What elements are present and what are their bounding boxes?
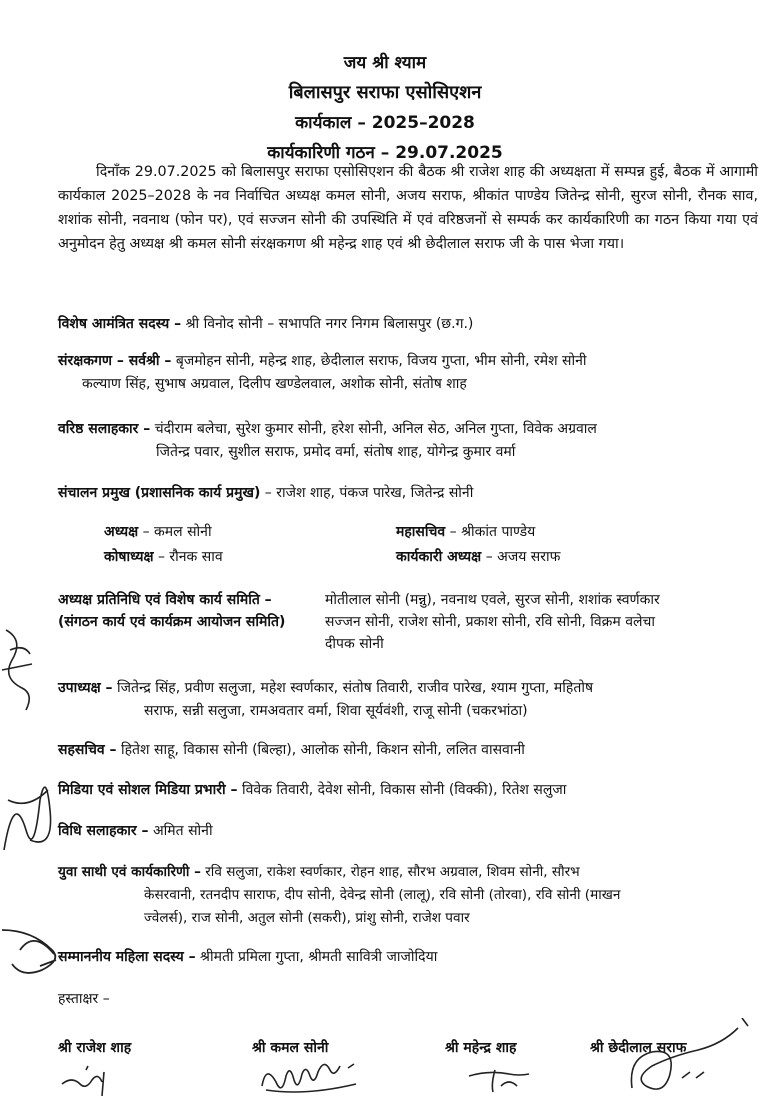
rep-text-2: सज्जन सोनी, राजेश सोनी, प्रकाश सोनी, रवि सोनी, विक्रम वलेचा: [325, 614, 656, 630]
association-name: बिलासपुर सराफा एसोसिएशन: [288, 82, 482, 103]
signature-image-1: [56, 1062, 126, 1096]
signature-heading: हस्ताक्षर –: [58, 991, 110, 1007]
jointsec-section: [58, 739, 758, 762]
advisors-section: [58, 418, 758, 464]
patrons-text-2: कल्याण सिंह, सुभाष अग्रवाल, दिलीप खण्डेलवाल, अशोक सोनी, संतोष शाह: [82, 376, 467, 392]
advisors-label: वरिष्ठ सलाहकार –: [58, 421, 151, 437]
advisors-text-2: जितेन्द्र पवार, सुशील सराफ, प्रमोद वर्मा, संतोष शाह, योगेन्द्र कुमार वर्मा: [156, 444, 516, 460]
legal-label: विधि सलाहकार –: [58, 823, 149, 839]
signatory-name-4: श्री छेदीलाल सराफ: [590, 1040, 687, 1056]
patrons-text: बृजमोहन सोनी, महेन्द्र शाह, छेदीलाल सराफ, विजय गुप्ता, भीम सोनी, रमेश सोनी: [175, 353, 587, 369]
rep-text-3: दीपक सोनी: [325, 636, 384, 652]
rep-label: अध्यक्ष प्रतिनिधि एवं विशेष कार्य समिति –: [58, 592, 272, 608]
treasurer-name: – रौनक साव: [157, 549, 223, 565]
vp-text-2: सराफ, सन्नी सलुजा, रामअवतार वर्मा, शिवा सूर्यवंशी, राजू सोनी (चकरभांठा): [144, 703, 528, 719]
vp-text: जितेन्द्र सिंह, प्रवीण सलुजा, महेश स्वर्णकार, संतोष तिवारी, राजीव पारेख, श्याम गुप्ता, महितोष: [117, 680, 594, 696]
advisors-text: चंदीराम बलेचा, सुरेश कुमार सोनी, हरेश सोनी, अनिल सेठ, अनिल गुप्ता, विवेक अग्रवाल: [154, 421, 597, 437]
operations-section: [58, 482, 758, 505]
patrons-label: संरक्षकगण – सर्वश्री –: [58, 353, 172, 369]
youth-text-2: केसरवानी, रतनदीप साराफ, दीप सोनी, देवेन्द्र सोनी (लालू), रवि सोनी (तोरवा), रवि सोनी (माखन: [144, 887, 621, 903]
youth-text: रवि सलुजा, राकेश स्वर्णकार, रोहन शाह, सौरभ अग्रवाल, शिवम सोनी, सौरभ: [205, 864, 580, 880]
youth-section: [58, 861, 758, 930]
treasurer-label: कोषाध्यक्ष: [104, 549, 154, 565]
rep-names: [325, 589, 765, 655]
signature-image-4: [612, 1018, 762, 1098]
operations-label: संचालन प्रमुख (प्रशासनिक कार्य प्रमुख): [58, 485, 261, 501]
signatory-name-1: श्री राजेश शाह: [58, 1040, 132, 1056]
invocation-heading: जय श्री श्याम: [343, 53, 427, 73]
media-text: विवेक तिवारी, देवेश सोनी, विकास सोनी (विक्की), रितेश सलुजा: [241, 782, 567, 798]
intro-paragraph: दिनाँक 29.07.2025 को बिलासपुर सराफा एसोसिएशन की बैठक श्री राजेश शाह की अध्यक्षता में सम्पन्न हुई, बैठक में आगामी कार्यकाल 2025–2028 के नव निर्वाचित अध्यक्ष कमल सोनी, अजय सराफ, श्रीकांत पाण्डेय जितेन्द्र सोनी, सुरज सोनी, रौनक साव, शशांक सोनी, नवनाथ (फोन पर), एवं सज्जन सोनी की उपस्थिति में एवं वरिष्ठजनों से सम्पर्क कर कार्यकारिणी का गठन किया गया एवं अनुमोदन हेतु अध्यक्ष श्री कमल सोनी संरक्षकगण श्री महेन्द्र शाह एवं श्री छेदीलाल सराफ जी के पास भेजा गया।: [58, 164, 758, 252]
margin-signature-image-3: [0, 920, 70, 980]
exec-president-row: [396, 546, 560, 568]
gensec-row: [396, 521, 535, 543]
exec-president-name: – अजय सराफ: [485, 549, 561, 565]
formation-heading: कार्यकारिणी गठन – 29.07.2025: [267, 143, 503, 163]
media-section: [58, 779, 758, 802]
vp-label: उपाध्यक्ष –: [58, 680, 113, 696]
women-label: सम्माननीय महिला सदस्य –: [58, 949, 196, 965]
special-invitee-section: [58, 313, 758, 336]
vp-section: [58, 677, 758, 723]
signature-image-3: [465, 1062, 535, 1096]
margin-signature-image-2: [0, 760, 60, 870]
president-label: अध्यक्ष: [104, 524, 139, 540]
gensec-label: महासचिव: [396, 524, 446, 540]
president-name: – कमल सोनी: [142, 524, 212, 540]
jointsec-text: हितेश साहू, विकास सोनी (बिल्हा), आलोक सोनी, किशन सोनी, ललित वासवानी: [121, 742, 525, 758]
exec-president-label: कार्यकारी अध्यक्ष: [396, 549, 482, 565]
jointsec-label: सहसचिव –: [58, 742, 117, 758]
treasurer-row: [104, 546, 223, 568]
signatory-name-3: श्री महेन्द्र शाह: [445, 1040, 517, 1056]
legal-section: [58, 820, 758, 843]
margin-signature-image-1: [0, 610, 40, 720]
president-row: [104, 521, 212, 543]
media-label: मिडिया एवं सोशल मिडिया प्रभारी –: [58, 782, 238, 798]
youth-label: युवा साथी एवं कार्यकारिणी –: [58, 864, 201, 880]
gensec-name: – श्रीकांत पाण्डेय: [449, 524, 536, 540]
special-invitee-label: विशेष आमंत्रित सदस्य –: [58, 316, 182, 332]
special-invitee-text: श्री विनोद सोनी – सभापति नगर निगम बिलासपुर (छ.ग.): [185, 316, 474, 332]
term-heading: कार्यकाल – 2025–2028: [295, 113, 475, 133]
patrons-section: [58, 350, 758, 396]
women-section: [58, 946, 758, 969]
operations-text: – राजेश शाह, पंकज पारेख, जितेन्द्र सोनी: [264, 485, 474, 501]
rep-labels: [58, 589, 328, 633]
signatory-name-2: श्री कमल सोनी: [252, 1040, 329, 1056]
women-text: श्रीमती प्रमिला गुप्ता, श्रीमती सावित्री जाजोदिया: [200, 949, 438, 965]
signature-image-2: [258, 1060, 368, 1096]
legal-text: अमित सोनी: [152, 823, 213, 839]
rep-label-2: (संगठन कार्य एवं कार्यक्रम आयोजन समिति): [58, 614, 286, 630]
youth-text-3: ज्वेलर्स), राज सोनी, अतुल सोनी (सकरी), प्रांशु सोनी, राजेश पवार: [144, 910, 470, 926]
rep-text: मोतीलाल सोनी (मन्नु), नवनाथ एवले, सुरज सोनी, शशांक स्वर्णकार: [325, 592, 660, 608]
